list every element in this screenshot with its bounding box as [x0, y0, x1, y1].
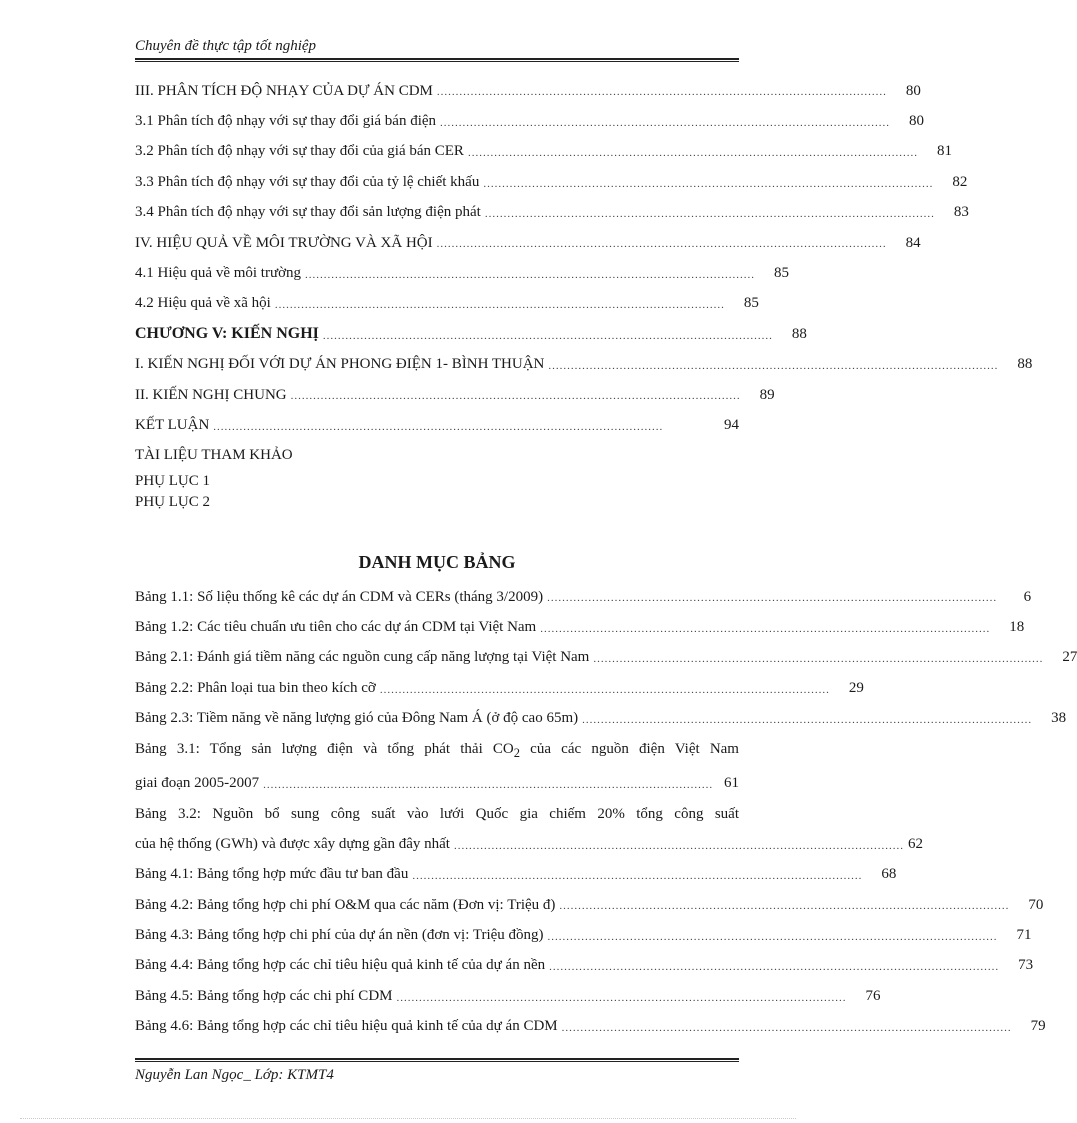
- table-entry[interactable]: Bảng 1.2: Các tiêu chuẩn ưu tiên cho các dự án CDM tại Việt Nam ........................................................................................................................ 18: [135, 619, 1025, 636]
- toc-entry-text: 3.3 Phân tích độ nhạy với sự thay đổi của tỷ lệ chiết khấu: [135, 173, 480, 190]
- table-entry-text: Bảng 1.1: Số liệu thống kê các dự án CDM và CERs (tháng 3/2009): [135, 588, 544, 605]
- table-3-1-text-cont: của các nguồn điện Việt Nam: [520, 740, 739, 757]
- toc-entry-page: 88: [1017, 356, 1033, 373]
- table-entry-text: Bảng 4.6: Bảng tổng hợp các chỉ tiêu hiệu quả kinh tế của dự án CDM: [135, 1018, 558, 1035]
- table-entry-text: Bảng 4.1: Bảng tổng hợp mức đầu tư ban đầu: [135, 866, 409, 883]
- toc-entry-text: 4.2 Hiệu quả về xã hội: [135, 295, 271, 312]
- toc-entry-text: IV. HIỆU QUẢ VỀ MÔI TRƯỜNG VÀ XÃ HỘI: [135, 234, 433, 251]
- toc-entry[interactable]: 4.1 Hiệu quả về môi trường ........................................................................................................................ 85: [135, 265, 790, 282]
- toc-entry[interactable]: III. PHÂN TÍCH ĐỘ NHẠY CỦA DỰ ÁN CDM ........................................................................................................................ 80: [135, 82, 921, 99]
- co2-subscript: 2: [513, 745, 520, 760]
- table-entry[interactable]: Bảng 1.1: Số liệu thống kê các dự án CDM và CERs (tháng 3/2009) ........................................................................................................................ 6: [135, 588, 1032, 605]
- toc-entry-page: 88: [791, 325, 807, 342]
- table-entry-text: Bảng 4.5: Bảng tổng hợp các chi phí CDM: [135, 987, 393, 1004]
- toc-entry-text: 4.1 Hiệu quả về môi trường: [135, 265, 302, 282]
- table-entry[interactable]: Bảng 2.1: Đánh giá tiềm năng các nguồn cung cấp năng lượng tại Việt Nam ........................................................................................................................ 27: [135, 649, 1077, 666]
- toc-entry-text: 3.1 Phân tích độ nhạy với sự thay đổi giá bán điện: [135, 113, 437, 130]
- table-entry-text: Bảng 4.2: Bảng tổng hợp chi phí O&M qua các năm (Đơn vị: Triệu đ): [135, 896, 556, 913]
- toc-appendix-1[interactable]: PHỤ LỤC 1: [135, 473, 211, 490]
- page-header: Chuyên đề thực tập tốt nghiệp: [135, 38, 317, 54]
- table-entry-page: 73: [1018, 957, 1034, 974]
- table-entry-text: Bảng 2.2: Phân loại tua bin theo kích cỡ: [135, 679, 376, 696]
- table-entry-text: Bảng 4.3: Bảng tổng hợp chi phí của dự án nền (đơn vị: Triệu đồng): [135, 927, 544, 944]
- table-entry-3-2[interactable]: [135, 799, 739, 829]
- toc-entry[interactable]: KẾT LUẬN ........................................................................................................................ 94: [135, 416, 739, 433]
- table-entry-text: Bảng 2.3: Tiềm năng về năng lượng gió của Đông Nam Á (ở độ cao 65m): [135, 710, 579, 727]
- table-3-1-text: Bảng 3.1: Tổng sản lượng điện và tổng phát thải CO: [135, 740, 514, 757]
- toc-references[interactable]: [135, 441, 739, 471]
- header-rule: [135, 58, 739, 62]
- toc-entry-text: I. KIẾN NGHỊ ĐỐI VỚI DỰ ÁN PHONG ĐIỆN 1- BÌNH THUẬN: [135, 356, 545, 373]
- table-entry-3-1[interactable]: [135, 734, 739, 768]
- page-footer: Nguyễn Lan Ngọc_ Lớp: KTMT4: [135, 1067, 334, 1083]
- toc-entry-text: II. KIẾN NGHỊ CHUNG: [135, 386, 287, 403]
- toc-entry[interactable]: 3.1 Phân tích độ nhạy với sự thay đổi giá bán điện ........................................................................................................................ 80: [135, 113, 925, 130]
- toc-entry[interactable]: 3.2 Phân tích độ nhạy với sự thay đổi của giá bán CER ........................................................................................................................ 81: [135, 143, 952, 160]
- references-label: TÀI LIỆU THAM KHẢO: [135, 447, 293, 464]
- table-entry-page: 6: [1023, 588, 1032, 605]
- toc-entry-page: 84: [905, 234, 921, 251]
- toc-entry-text: CHƯƠNG V: KIẾN NGHỊ: [135, 325, 319, 343]
- table-of-contents: [135, 76, 1033, 513]
- table-entry-page: 27: [1062, 649, 1077, 666]
- table-3-2-text-line2: của hệ thống (GWh) và được xây dựng gần đây nhất: [135, 835, 450, 852]
- toc-entry-page: 83: [953, 204, 969, 221]
- toc-entry-page: 80: [905, 82, 921, 99]
- list-of-tables: [135, 582, 1077, 1042]
- table-entry-page: 38: [1051, 710, 1067, 727]
- table-entry[interactable]: Bảng 4.3: Bảng tổng hợp chi phí của dự án nền (đơn vị: Triệu đồng) ........................................................................................................................ 71: [135, 927, 1032, 944]
- toc-entry-page: 82: [952, 173, 968, 190]
- table-entry[interactable]: Bảng 4.4: Bảng tổng hợp các chỉ tiêu hiệu quả kinh tế của dự án nền ........................................................................................................................ 73: [135, 957, 1034, 974]
- toc-entry[interactable]: 3.4 Phân tích độ nhạy với sự thay đổi sản lượng điện phát ........................................................................................................................ 83: [135, 204, 969, 221]
- table-entry[interactable]: Bảng 4.5: Bảng tổng hợp các chi phí CDM ........................................................................................................................ 76: [135, 987, 881, 1004]
- table-entry-page: 70: [1028, 896, 1044, 913]
- table-entry-page: 68: [881, 866, 897, 883]
- toc-entry[interactable]: 4.2 Hiệu quả về xã hội ........................................................................................................................ 85: [135, 295, 759, 312]
- table-entry-page: 71: [1016, 927, 1032, 944]
- table-3-2-text: Bảng 3.2: Nguồn bổ sung công suất vào lưới Quốc gia chiếm 20% tổng công suất: [135, 805, 739, 822]
- toc-entry-text: 3.2 Phân tích độ nhạy với sự thay đổi của giá bán CER: [135, 143, 464, 160]
- table-entry-page: 62: [907, 835, 923, 852]
- table-entry-page: 61: [724, 775, 739, 792]
- table-entry[interactable]: Bảng 2.2: Phân loại tua bin theo kích cỡ ........................................................................................................................ 29: [135, 679, 864, 696]
- toc-entry-page: 85: [774, 265, 790, 282]
- toc-appendix-2[interactable]: PHỤ LỤC 2: [135, 494, 211, 511]
- table-entry[interactable]: Bảng 2.3: Tiềm năng về năng lượng gió của Đông Nam Á (ở độ cao 65m) ........................................................................................................................ 38: [135, 710, 1067, 727]
- table-entry[interactable]: Bảng 4.6: Bảng tổng hợp các chỉ tiêu hiệu quả kinh tế của dự án CDM ........................................................................................................................ 79: [135, 1018, 1046, 1035]
- table-entry-text: Bảng 4.4: Bảng tổng hợp các chỉ tiêu hiệu quả kinh tế của dự án nền: [135, 957, 546, 974]
- table-entry-text: Bảng 2.1: Đánh giá tiềm năng các nguồn cung cấp năng lượng tại Việt Nam: [135, 649, 590, 666]
- table-entry-text: Bảng 1.2: Các tiêu chuẩn ưu tiên cho các dự án CDM tại Việt Nam: [135, 619, 537, 636]
- toc-entry-page: 89: [759, 386, 775, 403]
- tables-list-title: DANH MỤC BẢNG: [358, 552, 516, 572]
- toc-entry-page: 85: [743, 295, 759, 312]
- toc-entry[interactable]: I. KIẾN NGHỊ ĐỐI VỚI DỰ ÁN PHONG ĐIỆN 1- BÌNH THUẬN ........................................................................................................................ 88: [135, 356, 1033, 373]
- toc-entry[interactable]: II. KIẾN NGHỊ CHUNG ........................................................................................................................ 89: [135, 386, 775, 403]
- toc-entry-page: 94: [724, 416, 739, 433]
- toc-entry-text: KẾT LUẬN: [135, 416, 210, 433]
- table-entry-page: 79: [1030, 1018, 1046, 1035]
- toc-entry-text: 3.4 Phân tích độ nhạy với sự thay đổi sản lượng điện phát: [135, 204, 481, 221]
- table-entry-3-1-cont[interactable]: giai đoạn 2005-2007 ........................................................................................................................ 61: [135, 775, 739, 792]
- table-3-1-text-line2: giai đoạn 2005-2007: [135, 775, 260, 792]
- toc-entry-page: 81: [936, 143, 952, 160]
- table-entry-page: 76: [865, 987, 881, 1004]
- table-entry-page: 29: [848, 679, 864, 696]
- toc-entry-text: III. PHÂN TÍCH ĐỘ NHẠY CỦA DỰ ÁN CDM: [135, 82, 433, 99]
- toc-entry[interactable]: IV. HIỆU QUẢ VỀ MÔI TRƯỜNG VÀ XÃ HỘI ........................................................................................................................ 84: [135, 234, 921, 251]
- toc-entry[interactable]: 3.3 Phân tích độ nhạy với sự thay đổi của tỷ lệ chiết khấu ........................................................................................................................ 82: [135, 173, 968, 190]
- footer-rule: [135, 1058, 739, 1062]
- table-entry-3-2-cont[interactable]: của hệ thống (GWh) và được xây dựng gần đây nhất ........................................................................................................................ 62: [135, 835, 923, 852]
- table-entry[interactable]: Bảng 4.2: Bảng tổng hợp chi phí O&M qua các năm (Đơn vị: Triệu đ) ........................................................................................................................ 70: [135, 896, 1044, 913]
- table-entry-page: 18: [1009, 619, 1025, 636]
- toc-entry-page: 80: [909, 113, 925, 130]
- toc-entry-chapter[interactable]: CHƯƠNG V: KIẾN NGHỊ ........................................................................................................................ 88: [135, 325, 807, 343]
- page-edge-divider: [20, 1118, 796, 1119]
- table-entry[interactable]: Bảng 4.1: Bảng tổng hợp mức đầu tư ban đầu ........................................................................................................................ 68: [135, 866, 897, 883]
